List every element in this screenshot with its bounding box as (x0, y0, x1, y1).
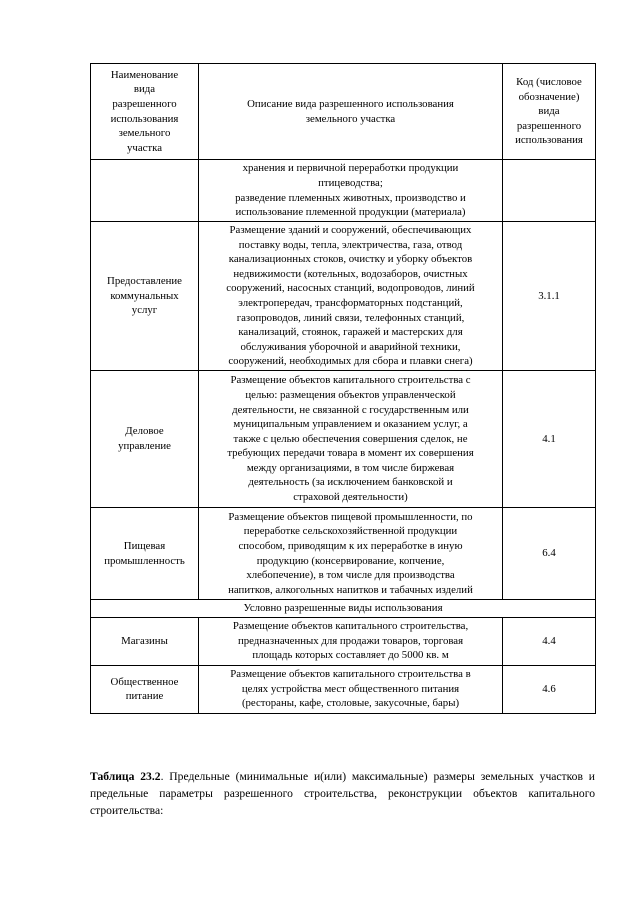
header-name: Наименование вида разрешенного использования земельного участка (91, 64, 199, 160)
caption-label: Таблица 23.2 (90, 770, 161, 783)
header-description: Описание вида разрешенного использования земельного участка (199, 64, 503, 160)
section-title: Условно разрешенные виды использования (91, 600, 596, 618)
row-description: Размещение объектов капитального строительства с целью: размещения объектов управленческой деятельности, не связанной с государственным или муниципальным управлением и оказанием услуг, а также с целью обеспечения совершения сделок, не требующих передачи товара в момент их совершения между организациями, в том числе биржевая деятельность (за исключением банковской и страховой деятельности) (199, 371, 503, 508)
row-name: Общественное питание (91, 665, 199, 713)
row-description: Размещение объектов капитального строительства в целях устройства мест общественного питания (рестораны, кафе, столовые, закусочные, бары) (199, 665, 503, 713)
row-code: 4.4 (503, 617, 596, 665)
row-code: 4.6 (503, 665, 596, 713)
row-code: 4.1 (503, 371, 596, 508)
table-header-row (91, 64, 596, 160)
header-code: Код (числовое обозначение) вида разрешенного использования (503, 64, 596, 160)
row-name: Предоставление коммунальных услуг (91, 222, 199, 371)
land-use-table (90, 63, 596, 714)
section-row (91, 600, 596, 618)
table-row (91, 222, 596, 371)
table-row (91, 160, 596, 222)
row-description: Размещение объектов пищевой промышленности, по переработке сельскохозяйственной продукции способом, приводящим к их переработке в иную продукцию (консервирование, копчение, хлебопечение), в том числе для производства напитков, алкогольных напитков и табачных изделий (199, 508, 503, 600)
table-row (91, 617, 596, 665)
table-row (91, 665, 596, 713)
table-caption (90, 768, 595, 819)
row-name: Деловое управление (91, 371, 199, 508)
row-code (503, 160, 596, 222)
caption-text: . Предельные (минимальные и(или) максимальные) размеры земельных участков и предельные параметры разрешенного строительства, реконструкции объектов капитального строительства: (90, 770, 595, 817)
row-description: Размещение зданий и сооружений, обеспечивающих поставку воды, тепла, электричества, газа, отвод канализационных стоков, очистку и уборку объектов недвижимости (котельных, водозаборов, очистных сооружений, насосных станций, водопроводов, линий электропередач, трансформаторных подстанций, газопроводов, линий связи, телефонных станций, канализаций, стоянок, гаражей и мастерских для обслуживания уборочной и аварийной техники, сооружений, необходимых для сбора и плавки снега) (199, 222, 503, 371)
row-name (91, 160, 199, 222)
row-code: 3.1.1 (503, 222, 596, 371)
row-description: Размещение объектов капитального строительства, предназначенных для продажи товаров, торговая площадь которых составляет до 5000 кв. м (199, 617, 503, 665)
table-row (91, 508, 596, 600)
row-name: Магазины (91, 617, 199, 665)
row-code: 6.4 (503, 508, 596, 600)
row-description: хранения и первичной переработки продукции птицеводства; разведение племенных животных, производство и использование племенной продукции (материала) (199, 160, 503, 222)
table-row (91, 371, 596, 508)
row-name: Пищевая промышленность (91, 508, 199, 600)
